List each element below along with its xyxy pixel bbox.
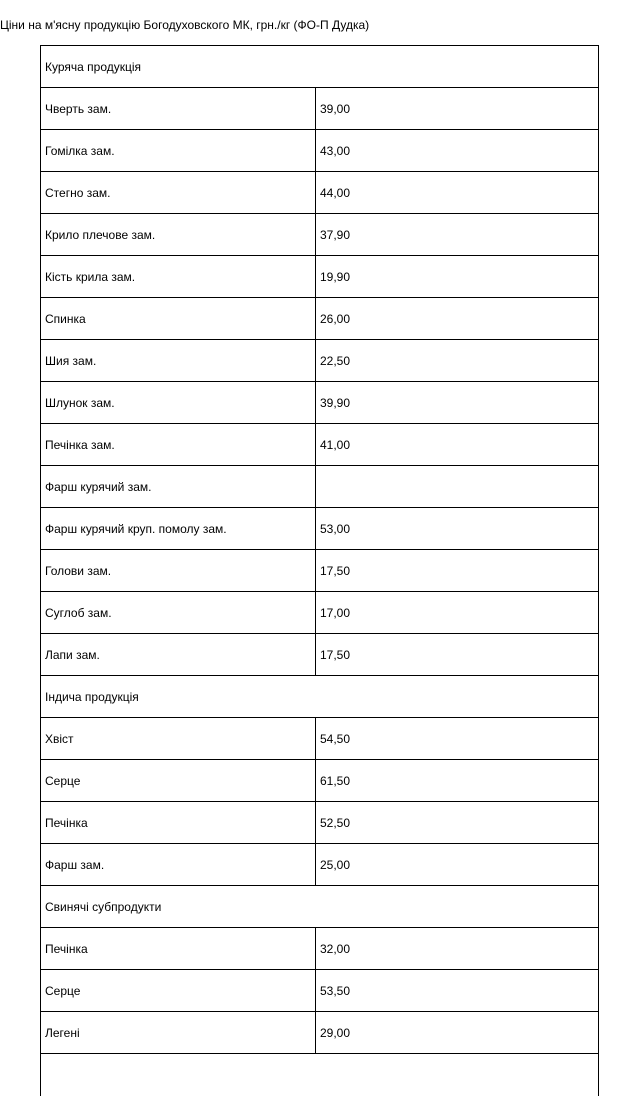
product-price: 54,50 bbox=[316, 718, 599, 760]
product-name: Крило плечове зам. bbox=[41, 214, 316, 256]
table-row bbox=[41, 508, 599, 550]
product-price: 17,50 bbox=[316, 550, 599, 592]
section-header: Індича продукція bbox=[41, 676, 599, 718]
product-name: Фарш курячий круп. помолу зам. bbox=[41, 508, 316, 550]
product-price: 53,50 bbox=[316, 970, 599, 1012]
product-name: Серце bbox=[41, 970, 316, 1012]
product-name: Шия зам. bbox=[41, 340, 316, 382]
product-price: 44,00 bbox=[316, 172, 599, 214]
product-price: 43,00 bbox=[316, 130, 599, 172]
table-row bbox=[41, 256, 599, 298]
product-price: 26,00 bbox=[316, 298, 599, 340]
table-row bbox=[41, 634, 599, 676]
table-cell-continuation bbox=[41, 1054, 599, 1096]
product-price: 52,50 bbox=[316, 802, 599, 844]
product-price: 53,00 bbox=[316, 508, 599, 550]
product-price: 39,90 bbox=[316, 382, 599, 424]
product-price: 19,90 bbox=[316, 256, 599, 298]
table-row bbox=[41, 130, 599, 172]
section-header: Свинячі субпродукти bbox=[41, 886, 599, 928]
table-row bbox=[41, 550, 599, 592]
product-price: 41,00 bbox=[316, 424, 599, 466]
product-name: Голови зам. bbox=[41, 550, 316, 592]
table-row bbox=[41, 172, 599, 214]
price-table-body bbox=[41, 46, 599, 1096]
table-row bbox=[41, 424, 599, 466]
product-price: 25,00 bbox=[316, 844, 599, 886]
product-price: 17,00 bbox=[316, 592, 599, 634]
product-name: Гомілка зам. bbox=[41, 130, 316, 172]
product-price: 37,90 bbox=[316, 214, 599, 256]
product-price: 22,50 bbox=[316, 340, 599, 382]
product-name: Лапи зам. bbox=[41, 634, 316, 676]
product-price bbox=[316, 466, 599, 508]
table-row bbox=[41, 88, 599, 130]
table-row-continuation bbox=[41, 1054, 599, 1096]
table-row bbox=[41, 466, 599, 508]
product-price: 61,50 bbox=[316, 760, 599, 802]
table-row bbox=[41, 298, 599, 340]
product-name: Хвіст bbox=[41, 718, 316, 760]
product-name: Серце bbox=[41, 760, 316, 802]
product-name: Печінка bbox=[41, 802, 316, 844]
table-row bbox=[41, 970, 599, 1012]
product-name: Печінка зам. bbox=[41, 424, 316, 466]
table-row bbox=[41, 928, 599, 970]
product-name: Кість крила зам. bbox=[41, 256, 316, 298]
product-name: Печінка bbox=[41, 928, 316, 970]
table-row bbox=[41, 340, 599, 382]
page-title: Ціни на м'ясну продукцію Богодуховского МК, грн./кг (ФО-П Дудка) bbox=[0, 18, 370, 32]
product-price: 39,00 bbox=[316, 88, 599, 130]
section-header-row bbox=[41, 46, 599, 88]
section-header: Куряча продукція bbox=[41, 46, 599, 88]
product-price: 29,00 bbox=[316, 1012, 599, 1054]
table-row bbox=[41, 592, 599, 634]
product-price: 32,00 bbox=[316, 928, 599, 970]
section-header-row bbox=[41, 886, 599, 928]
price-table bbox=[40, 45, 599, 1096]
table-row bbox=[41, 214, 599, 256]
product-name: Чверть зам. bbox=[41, 88, 316, 130]
product-name: Суглоб зам. bbox=[41, 592, 316, 634]
table-row bbox=[41, 1012, 599, 1054]
product-name: Спинка bbox=[41, 298, 316, 340]
product-name: Легені bbox=[41, 1012, 316, 1054]
product-price: 17,50 bbox=[316, 634, 599, 676]
section-header-row bbox=[41, 676, 599, 718]
table-row bbox=[41, 844, 599, 886]
table-row bbox=[41, 802, 599, 844]
product-name: Фарш курячий зам. bbox=[41, 466, 316, 508]
table-row bbox=[41, 382, 599, 424]
product-name: Стегно зам. bbox=[41, 172, 316, 214]
table-row bbox=[41, 718, 599, 760]
product-name: Шлунок зам. bbox=[41, 382, 316, 424]
table-row bbox=[41, 760, 599, 802]
product-name: Фарш зам. bbox=[41, 844, 316, 886]
